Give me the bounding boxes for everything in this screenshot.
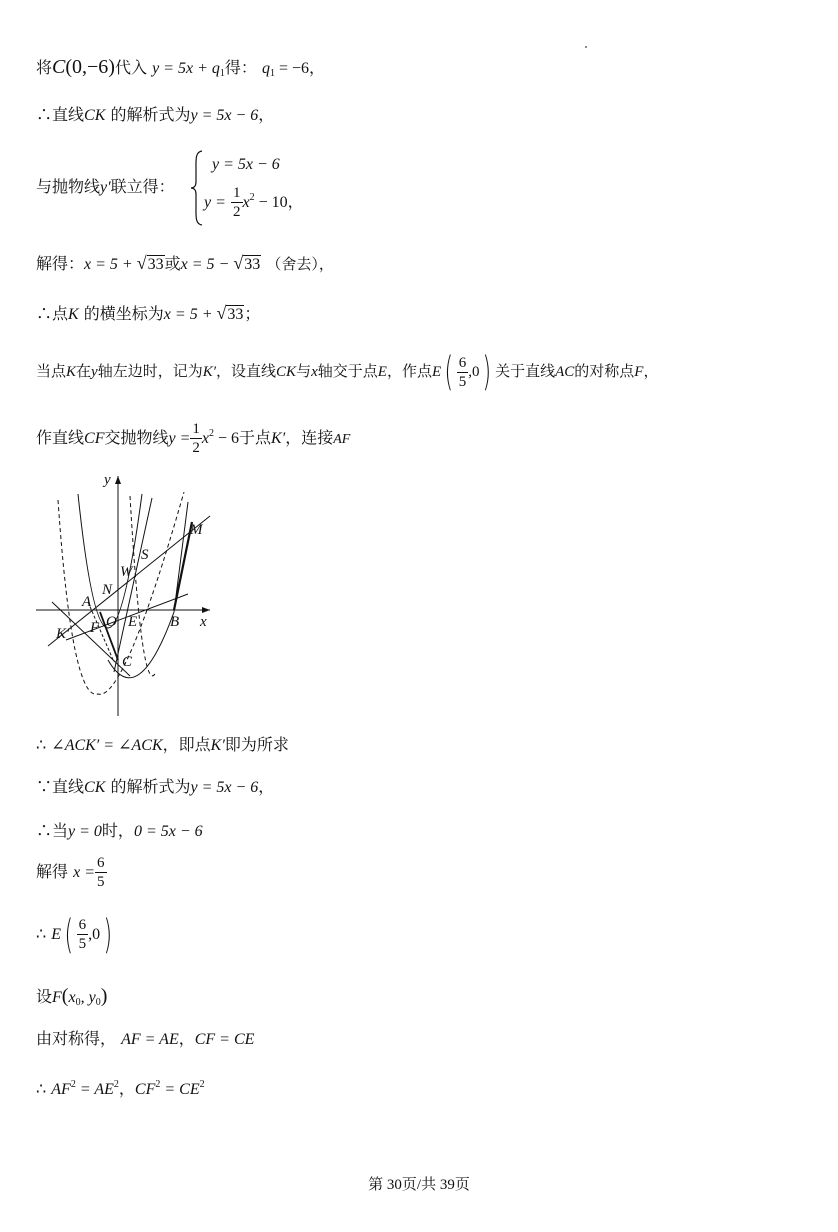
- numerator: 6: [97, 855, 105, 871]
- point-E: E: [431, 364, 442, 380]
- text: 与抛物线: [36, 177, 101, 196]
- figure-background: [34, 462, 214, 718]
- var-y: y: [91, 364, 98, 380]
- punct: ，: [287, 192, 304, 211]
- var-x0: x: [68, 989, 76, 1006]
- text: ∴点: [36, 304, 69, 323]
- fraction: [231, 184, 243, 221]
- text: ，: [178, 1029, 195, 1048]
- segment-AF: AF: [333, 432, 351, 447]
- line-AC: AC: [555, 364, 575, 380]
- var-x: x: [311, 364, 318, 380]
- point-C: C: [52, 56, 66, 78]
- line-3: [36, 176, 175, 199]
- text: ，即点: [162, 735, 211, 754]
- text: 将: [36, 58, 53, 77]
- equation: y =: [204, 194, 226, 211]
- numerator: 1: [192, 421, 200, 437]
- coordinate: (0,−6): [65, 56, 115, 78]
- text: ∴直线: [36, 105, 85, 124]
- subscript: 0: [95, 997, 101, 1008]
- point-F: F: [52, 989, 62, 1006]
- point-K: K: [68, 306, 79, 323]
- term: = CE: [160, 1081, 200, 1098]
- equation: y = 5x + q: [152, 60, 220, 77]
- var-y-prime: y′: [100, 179, 111, 196]
- text: 关于直线: [495, 362, 556, 380]
- text: ∵直线: [36, 777, 85, 796]
- label-B: B: [170, 614, 180, 630]
- text: 时，: [101, 821, 134, 840]
- text: 的解析式为: [110, 105, 191, 124]
- var-x: x: [242, 194, 250, 211]
- denominator: 5: [97, 874, 105, 890]
- text: 当点: [36, 362, 67, 380]
- fraction: [77, 916, 89, 953]
- brace-icon: [190, 150, 204, 226]
- punct: ，: [258, 777, 275, 796]
- sqrt-icon: √: [136, 253, 147, 273]
- text: （舍去），: [266, 255, 334, 273]
- text: ∴: [36, 735, 47, 754]
- line-15: [36, 1074, 205, 1101]
- text: 于点: [239, 428, 272, 447]
- exponent: 2: [249, 192, 255, 203]
- text: 即为所求: [224, 735, 289, 754]
- punct: ，: [643, 362, 659, 380]
- text: 联立得：: [110, 177, 175, 196]
- subscript: 1: [219, 68, 225, 79]
- paren-open: (: [444, 349, 454, 395]
- denominator: 5: [78, 936, 87, 952]
- exponent: 2: [113, 1079, 119, 1090]
- point-K-prime: K′: [202, 364, 217, 380]
- var-y0: , y: [80, 989, 96, 1006]
- system-eq-2: [204, 184, 304, 221]
- fraction: [95, 854, 107, 891]
- coordinate: ,0: [88, 926, 101, 943]
- point-K: K: [66, 364, 77, 380]
- fraction: [190, 420, 202, 457]
- coordinate: ,0: [468, 364, 480, 380]
- point-K-prime: K′: [210, 737, 225, 754]
- text: 或: [164, 254, 181, 273]
- text: 解得: [36, 862, 69, 881]
- subscript: 0: [75, 997, 81, 1008]
- page-footer: 第 30页/共 39页: [368, 1177, 470, 1193]
- line-CF: CF: [84, 430, 105, 447]
- line-7: [36, 414, 350, 460]
- line-9: [36, 776, 274, 799]
- text: 设: [36, 987, 53, 1006]
- text: ，: [118, 1079, 135, 1098]
- text: 轴左边时，记为: [97, 362, 203, 380]
- punct: ，: [258, 105, 275, 124]
- radicand: 33: [227, 306, 244, 323]
- text: 在: [76, 362, 92, 380]
- paren-close: ): [103, 911, 113, 958]
- paren-open: (: [64, 911, 74, 958]
- text: 代入: [114, 58, 147, 77]
- radicand: 33: [147, 256, 164, 273]
- point-F: F: [634, 364, 644, 380]
- speck: [585, 46, 587, 48]
- equation: − 6: [214, 430, 240, 447]
- equation: x = 5 −: [180, 256, 234, 273]
- line-5: [36, 302, 260, 326]
- line-8: [36, 734, 289, 757]
- punct: ；: [244, 304, 261, 323]
- point-E: E: [51, 926, 62, 943]
- radicand: 33: [244, 256, 261, 273]
- punct: ，: [309, 58, 326, 77]
- text: 交抛物线: [104, 428, 169, 447]
- text: ∴: [36, 924, 47, 943]
- label-M: M: [190, 522, 203, 538]
- equation: y = 5x − 6: [212, 156, 280, 173]
- var-q: q: [261, 60, 270, 77]
- text: 与: [296, 362, 312, 380]
- equation: y = 5x − 6: [190, 107, 259, 124]
- point-K-prime: K′: [271, 430, 286, 447]
- numerator: 6: [78, 917, 87, 933]
- exponent: 2: [209, 428, 214, 439]
- denominator: 5: [458, 373, 467, 390]
- denominator: 2: [192, 440, 200, 456]
- denominator: 2: [233, 204, 241, 220]
- line-13: [36, 985, 107, 1014]
- line-1: [36, 56, 325, 85]
- var-x: x: [201, 430, 209, 447]
- equation: y = 5x − 6: [190, 779, 259, 796]
- text: 作直线: [36, 428, 85, 447]
- equation: y =: [168, 430, 191, 447]
- equation: ∠ACK′ = ∠ACK: [51, 737, 163, 754]
- label-N: N: [102, 582, 113, 598]
- sqrt-icon: √: [216, 303, 227, 323]
- line-6: [36, 349, 659, 395]
- equation: CF = CE: [194, 1031, 255, 1048]
- system-eq-1: [212, 153, 280, 176]
- text: 的解析式为: [110, 777, 191, 796]
- line-2: [36, 104, 274, 127]
- paren-open: (: [61, 985, 69, 1007]
- text: 由对称得，: [36, 1029, 117, 1048]
- line-11: [36, 852, 107, 893]
- term: AF: [51, 1081, 71, 1098]
- exponent: 2: [199, 1079, 205, 1090]
- text: 解得：: [36, 254, 85, 273]
- sqrt-icon: √: [233, 253, 244, 273]
- label-C: C: [122, 654, 133, 670]
- equation: = −6: [274, 60, 310, 77]
- line-14: [36, 1028, 254, 1051]
- equation: 0 = 5x − 6: [133, 823, 203, 840]
- text: ，作点: [386, 362, 432, 380]
- term: = AE: [75, 1081, 114, 1098]
- label-W: W: [120, 564, 133, 580]
- line-4: [36, 252, 334, 276]
- line-12: [36, 911, 116, 958]
- text: ，连接: [285, 428, 334, 447]
- line-CK: CK: [84, 779, 106, 796]
- point-E: E: [377, 364, 387, 380]
- label-O: O: [106, 614, 117, 630]
- label-y: y: [104, 472, 111, 488]
- label-S: S: [141, 547, 149, 563]
- equation: y = 0: [68, 823, 102, 840]
- equation: x = 5 +: [163, 306, 217, 323]
- text: ，设直线: [216, 362, 277, 380]
- label-K-prime: K′: [56, 626, 70, 642]
- numerator: 6: [458, 354, 467, 371]
- label-x: x: [200, 614, 207, 630]
- label-F: F: [90, 620, 100, 636]
- parabola-figure: [34, 462, 214, 718]
- text: 轴交于点: [317, 362, 378, 380]
- text: ∴: [36, 1079, 47, 1098]
- equation: x = 5 +: [84, 256, 137, 273]
- text: 得：: [224, 58, 257, 77]
- label-A: A: [82, 594, 92, 610]
- fraction: [457, 354, 469, 391]
- label-E: E: [128, 614, 138, 630]
- text: 的横坐标为: [83, 304, 164, 323]
- text: 的对称点: [574, 362, 635, 380]
- equation: x =: [73, 864, 96, 881]
- exponent: 2: [155, 1079, 161, 1090]
- numerator: 1: [233, 185, 241, 201]
- text: ∴当: [36, 821, 69, 840]
- paren-close: ): [100, 985, 108, 1007]
- line-CK: CK: [276, 364, 297, 380]
- equation: AF = AE: [121, 1031, 179, 1048]
- exponent: 2: [70, 1079, 76, 1090]
- line-10: [36, 820, 203, 843]
- subscript: 1: [269, 68, 275, 79]
- paren-close: ): [482, 349, 492, 395]
- term: CF: [134, 1081, 156, 1098]
- line-CK: CK: [84, 107, 106, 124]
- equation: − 10: [254, 194, 288, 211]
